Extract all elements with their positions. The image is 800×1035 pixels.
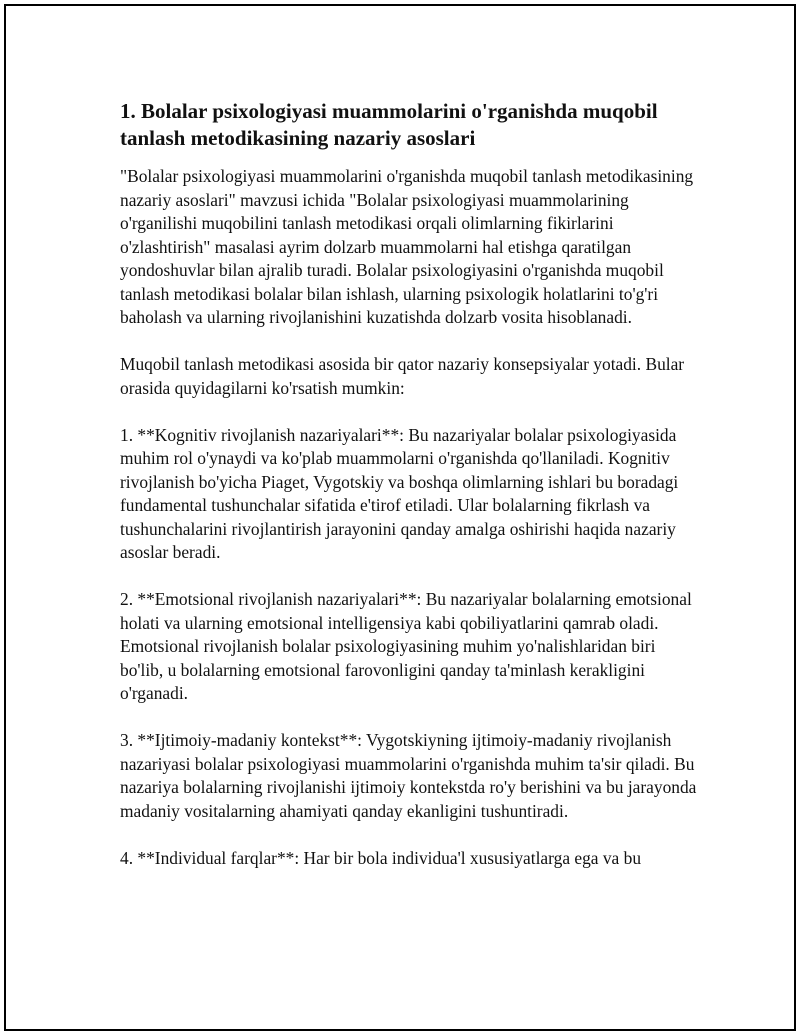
page-frame bbox=[4, 4, 796, 1031]
paragraph-item-emotional: 2. **Emotsional rivojlanish nazariyalari**: Bu nazariyalar bolalarning emotsional holati va ularning emotsional intelligensiya kabi qobiliyatlarini qamrab oladi. Emotsional rivojlanish bolalar psixologiyasining muhim yo'nalishlaridan biri bo'lib, u bolalarning emotsional farovonligini qanday ta'minlash kerakligini o'rganadi. bbox=[120, 589, 692, 703]
section-heading: 1. Bolalar psixologiyasi muammolarini o'rganishda muqobil tanlash metodikasining nazariy asoslari bbox=[120, 99, 658, 150]
paragraph-concepts-intro: Muqobil tanlash metodikasi asosida bir qator nazariy konsepsiyalar yotadi. Bular orasida quyidagilarni ko'rsatish mumkin: bbox=[120, 354, 685, 398]
paragraph-item-individual: 4. **Individual farqlar**: Har bir bola individua'l xususiyatlarga ega va bu bbox=[120, 847, 642, 868]
paragraph-item-cognitive: 1. **Kognitiv rivojlanish nazariyalari**: Bu nazariyalar bolalar psixologiyasida muhim rol o'ynaydi va ko'plab muammolarni o'rganishda qo'llaniladi. Kognitiv rivojlanish bo'yicha Piaget, Vygotskiy va boshqa olimlarning ishlari bu boradagi fundamental tushunchalar sifatida e'tirof etiladi. Ular bolalarning fikrlash va tushunchalarini rivojlantirish jarayonini qanday amalga oshirishi haqida nazariy asoslar beradi. bbox=[120, 424, 679, 562]
document-body bbox=[120, 98, 700, 894]
paragraph-item-sociocultural: 3. **Ijtimoiy-madaniy kontekst**: Vygotskiyning ijtimoiy-madaniy rivojlanish nazariyasi bolalar psixologiyasi muammolarini o'rganishda muhim ta'sir qiladi. Bu nazariya bolalarning rivojlanishi ijtimoiy kontekstda ro'y berishini va bu jarayonda madaniy vositalarning ahamiyati qanday ekanligini tushuntiradi. bbox=[120, 730, 697, 821]
paragraph-intro: "Bolalar psixologiyasi muammolarini o'rganishda muqobil tanlash metodikasining nazariy asoslari" mavzusi ichida "Bolalar psixologiyasi muammolarining o'rganilishi muqobilini tanlash metodikasi orqali olimlarning fikirlarini o'zlashtirish" masalasi ayrim dolzarb muammolarni hal etishga qaratilgan yondoshuvlar bilan ajralib turadi. Bolalar psixologiyasini o'rganishda muqobil tanlash metodikasi bolalar bilan ishlash, ularning psixologik holatlarini to'g'ri baholash va ularning rivojlanishini kuzatishda dolzarb vosita hisoblanadi. bbox=[120, 166, 694, 327]
